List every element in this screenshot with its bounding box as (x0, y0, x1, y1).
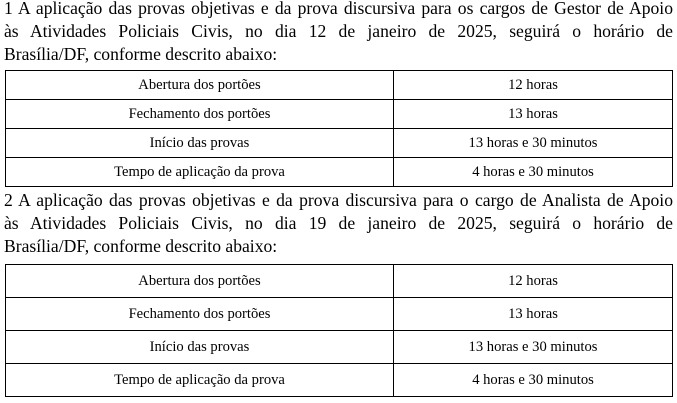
table-row (6, 364, 673, 397)
schedule-value: 4 horas e 30 minutos (394, 158, 673, 187)
schedule-value: 13 horas (394, 298, 673, 331)
schedule-value: 13 horas e 30 minutos (394, 129, 673, 158)
table-row (6, 129, 673, 158)
schedule-value: 4 horas e 30 minutos (394, 364, 673, 397)
table-row (6, 100, 673, 129)
schedule-value: 12 horas (394, 265, 673, 298)
schedule-label: Abertura dos portões (6, 71, 394, 100)
table-row (6, 71, 673, 100)
section-1-line-1: 1 A aplicação das provas objetivas e da prova discursiva para os cargos de Gestor de Apoio (4, 0, 673, 18)
section-2-line-2: às Atividades Policiais Civis, no dia 19 de janeiro de 2025, seguirá o horário de (4, 213, 673, 233)
schedule-label: Início das provas (6, 129, 394, 158)
schedule-label: Fechamento dos portões (6, 100, 394, 129)
schedule-value: 12 horas (394, 71, 673, 100)
table-row (6, 158, 673, 187)
schedule-label: Tempo de aplicação da prova (6, 158, 394, 187)
schedule-label: Fechamento dos portões (6, 298, 394, 331)
table-row (6, 265, 673, 298)
section-1-schedule-table (5, 70, 673, 187)
section-2-line-1: 2 A aplicação das provas objetivas e da prova discursiva para o cargo de Analista de Apoio (4, 190, 673, 210)
section-1-line-2: às Atividades Policiais Civis, no dia 12 de janeiro de 2025, seguirá o horário de (4, 21, 673, 41)
schedule-value: 13 horas (394, 100, 673, 129)
schedule-label: Tempo de aplicação da prova (6, 364, 394, 397)
schedule-label: Início das provas (6, 331, 394, 364)
table-row (6, 298, 673, 331)
schedule-label: Abertura dos portões (6, 265, 394, 298)
table-row (6, 331, 673, 364)
section-1-line-3: Brasília/DF, conforme descrito abaixo: (4, 44, 278, 64)
section-2-schedule-table (5, 264, 673, 397)
section-1-paragraph (4, 0, 673, 66)
section-2-paragraph (4, 189, 673, 258)
schedule-value: 13 horas e 30 minutos (394, 331, 673, 364)
section-2-line-3: Brasília/DF, conforme descrito abaixo: (4, 236, 278, 256)
